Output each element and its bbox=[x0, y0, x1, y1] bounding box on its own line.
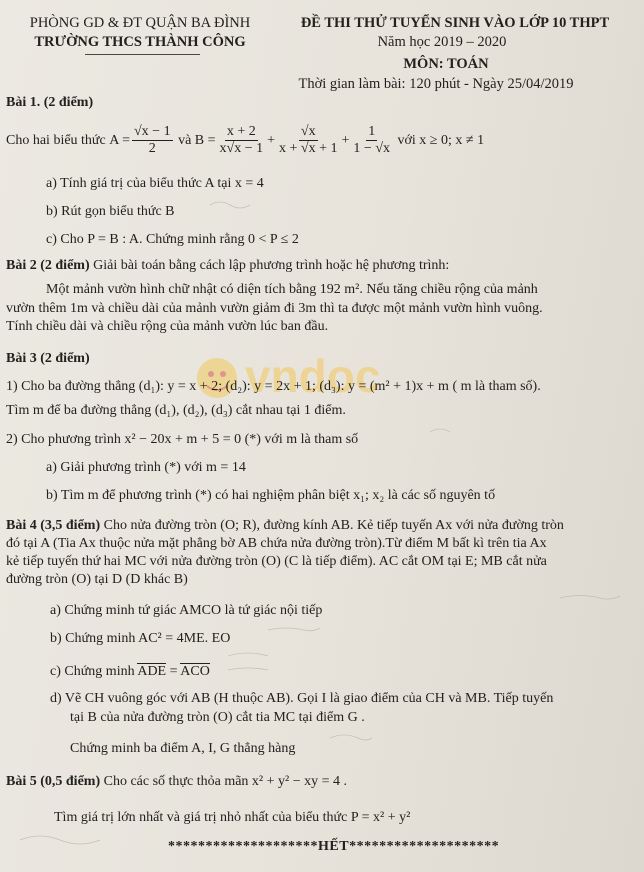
bai1-expressions: Cho hai biểu thức A = $\frac{√x - 1}{2}$ và B = $\frac{x + 2}{x√x - 1}$ + $\frac{√x}{x + √x + 1}$ + $\frac{1}{1 - √x}$ với x ≥ 0; x ≠ 1 bbox=[6, 124, 485, 156]
bai4-qd-line3: Chứng minh ba điểm A, I, G thẳng hàng bbox=[70, 741, 296, 756]
expr-b2-num: √x bbox=[300, 124, 316, 139]
pencil-scribble bbox=[228, 653, 268, 670]
bai2-title: Bài 2 (2 điểm) bbox=[6, 258, 90, 273]
bai4-line1: Cho nửa đường tròn (O; R), đường kính AB. Kẻ tiếp tuyến Ax với nửa đường tròn bbox=[103, 518, 564, 533]
bai1-intro: Cho hai biểu thức bbox=[6, 132, 106, 148]
expr-a-den: 2 bbox=[148, 141, 156, 156]
bai3-q2b: b) Tìm m để phương trình (*) có hai nghiệm phân biệt x₁; x₂ là các số nguyên tố bbox=[46, 488, 496, 503]
expr-b1-num: x + 2 bbox=[226, 124, 256, 139]
bai4-line2: đó tại A (Tia Ax thuộc nửa mặt phẳng bờ AB chứa nửa đường tròn).Từ điểm M bất kì trên tia Ax bbox=[6, 536, 547, 551]
expr-b3-den: 1 − √x bbox=[353, 141, 391, 156]
bai1-question-b: b) Rút gọn biểu thức B bbox=[46, 204, 175, 219]
bai3-title: Bài 3 (2 điểm) bbox=[6, 351, 90, 366]
bai3-q2a: a) Giải phương trình (*) với m = 14 bbox=[46, 460, 246, 475]
bai4-qd-line2: tại B của nửa đường tròn (O) cắt tia MC tại điểm G . bbox=[70, 710, 365, 725]
expr-b3-num: 1 bbox=[368, 124, 376, 139]
header-school: TRƯỜNG THCS THÀNH CÔNG bbox=[34, 34, 246, 50]
expr-b2-den: x + √x + 1 bbox=[279, 141, 338, 156]
bai4-title: Bài 4 (3,5 điểm) bbox=[6, 518, 101, 533]
bai4-qd-line1: d) Vẽ CH vuông góc với AB (H thuộc AB). Gọi I là giao điểm của CH và MB. Tiếp tuyến bbox=[50, 691, 554, 706]
exam-end-marker: ********************HẾT******************** bbox=[168, 839, 500, 854]
bai4-qa: a) Chứng minh tứ giác AMCO là tứ giác nội tiếp bbox=[50, 603, 323, 618]
bai4-line4: đường tròn (O) tại D (D khác B) bbox=[6, 572, 188, 587]
header-department: PHÒNG GD & ĐT QUẬN BA ĐÌNH bbox=[29, 15, 251, 31]
bai1-question-a: a) Tính giá trị của biểu thức A tại x = 4 bbox=[46, 176, 264, 191]
watermark-text: vndoc bbox=[245, 350, 381, 402]
bai4-qc-prefix: c) Chứng minh bbox=[50, 664, 135, 679]
pencil-scribble bbox=[20, 836, 100, 844]
bai5-line1: Cho các số thực thỏa mãn x² + y² − xy = 4 . bbox=[103, 774, 348, 789]
pencil-scribble bbox=[560, 596, 620, 600]
pencil-scribble bbox=[330, 735, 372, 740]
expr-a-label: A = bbox=[109, 132, 130, 148]
bai1-title: Bài 1. (2 điểm) bbox=[6, 95, 94, 110]
pencil-scribble bbox=[430, 429, 450, 432]
pencil-scribble bbox=[268, 628, 320, 631]
bai4-qc-equals: = bbox=[169, 664, 178, 679]
school-year: Năm học 2019 – 2020 bbox=[377, 34, 507, 50]
exam-title: ĐỀ THI THỬ TUYỂN SINH VÀO LỚP 10 THPT bbox=[300, 15, 610, 31]
pencil-scribble bbox=[210, 202, 250, 208]
angle-aco: ACO bbox=[180, 664, 210, 679]
expr-a-num: √x − 1 bbox=[133, 124, 171, 139]
bai5-line2: Tìm giá trị lớn nhất và giá trị nhỏ nhất của biểu thức P = x² + y² bbox=[54, 810, 411, 825]
bai3-q2: 2) Cho phương trình x² − 20x + m + 5 = 0 (*) với m là tham số bbox=[6, 432, 359, 447]
expr-condition: với x ≥ 0; x ≠ 1 bbox=[397, 132, 485, 148]
bai3-q1-line2: Tìm m để ba đường thẳng (d₁), (d₂), (d₃) cắt nhau tại 1 điểm. bbox=[6, 403, 346, 418]
bai2-instruction: Giải bài toán bằng cách lập phương trình hoặc hệ phương trình: bbox=[93, 258, 450, 273]
subject: MÔN: TOÁN bbox=[403, 56, 489, 72]
expr-b-label: và B = bbox=[178, 132, 216, 148]
bai3-q1-line1: 1) Cho ba đường thẳng (d₁): y = x + 2; (d₂): y = 2x + 1; (d₃): y = (m² + 1)x + m ( m là tham số). bbox=[6, 379, 541, 394]
exam-time: Thời gian làm bài: 120 phút - Ngày 25/04/2019 bbox=[298, 76, 574, 92]
expr-b1-den: x√x − 1 bbox=[219, 141, 264, 156]
bai2-line3: Tính chiều dài và chiều rộng của mảnh vườn lúc ban đầu. bbox=[6, 319, 329, 334]
bai1-question-c: c) Cho P = B : A. Chứng minh rằng 0 < P ≤ 2 bbox=[46, 232, 299, 247]
bai2-line2: vườn thêm 1m và chiều dài của mảnh vườn giảm đi 3m thì ta được một mảnh vườn hình vuông. bbox=[6, 301, 543, 316]
bai5-title: Bài 5 (0,5 điểm) bbox=[6, 774, 101, 789]
angle-ade: ADE bbox=[137, 664, 167, 679]
bai4-line3: kẻ tiếp tuyến thứ hai MC với nửa đường tròn (O) (C là tiếp điểm). AC cắt OM tại E; MB cắt nửa bbox=[6, 554, 547, 569]
bai4-qb: b) Chứng minh AC² = 4ME. EO bbox=[50, 631, 231, 646]
bai2-line1: Một mảnh vườn hình chữ nhật có diện tích bằng 192 m². Nếu tăng chiều rộng của mảnh bbox=[46, 282, 538, 297]
